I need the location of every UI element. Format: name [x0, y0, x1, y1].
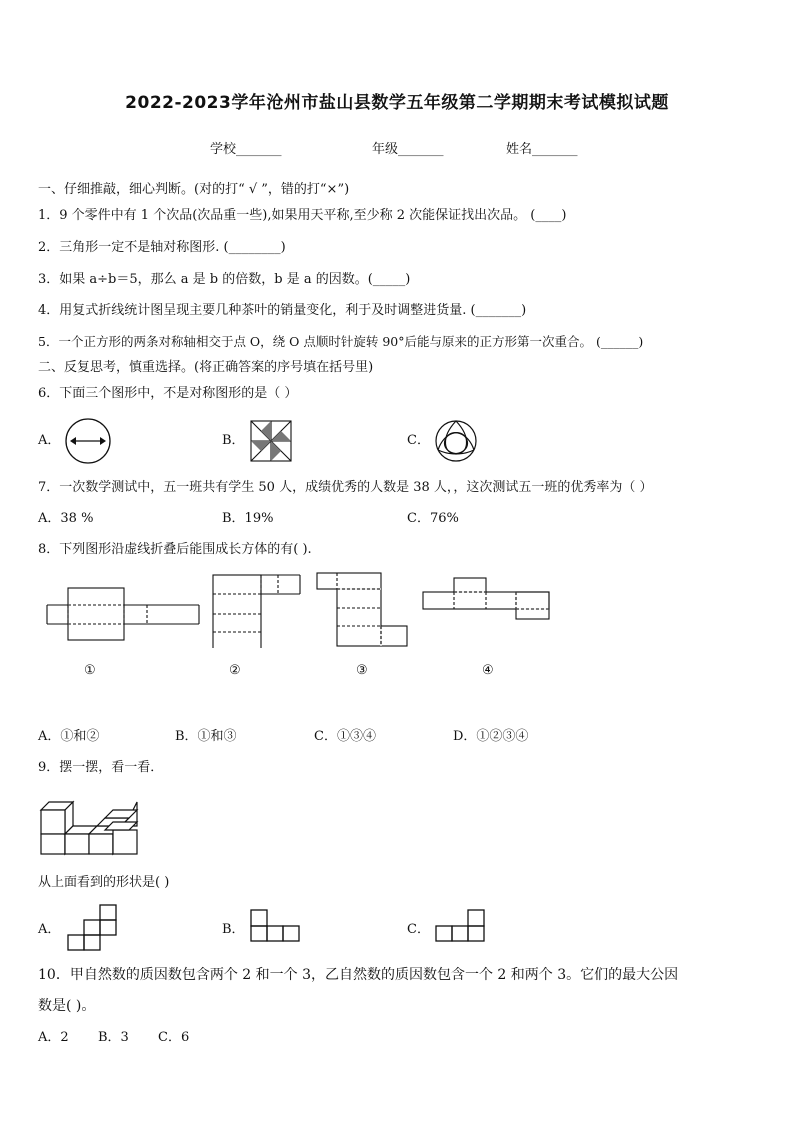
question-10-line-2: 数是( )。: [38, 998, 96, 1014]
q9-subquestion: 从上面看到的形状是( ): [38, 875, 170, 890]
q8-option-a: A．①和②: [38, 729, 100, 744]
q8-option-b: B．①和③: [175, 729, 237, 744]
q6-option-b: B．: [222, 433, 245, 448]
question-9: 9．摆一摆，看一看．: [38, 760, 164, 775]
q10-option-c: C．6: [158, 1030, 190, 1045]
top-view-b-figure: [249, 908, 303, 944]
q10-option-b: B．3: [98, 1030, 129, 1045]
q6-option-c: C．: [407, 433, 430, 448]
q9-option-a: A．: [38, 922, 61, 937]
question-1: 1．9 个零件中有 1 个次品(次品重一些),如果用天平称,至少称 2 次能保证找出次品。 (____): [38, 208, 567, 223]
net-label-2: ②: [229, 663, 241, 678]
grade-field: 年级_______: [372, 142, 444, 157]
question-5: 5．一个正方形的两条对称轴相交于点 O，绕 O 点顺时针旋转 90°后能与原来的正方形第一次重合。 (______): [38, 334, 644, 349]
q7-option-b: B．19%: [222, 511, 274, 526]
question-2: 2．三角形一定不是轴对称图形. (________): [38, 240, 286, 255]
school-field: 学校_______: [210, 142, 282, 157]
cuboid-nets-figure: [40, 568, 560, 648]
net-label-4: ④: [482, 663, 494, 678]
question-4: 4．用复式折线统计图呈现主要几种茶叶的销量变化，利于及时调整进货量. (_______): [38, 303, 527, 318]
q8-option-c: C．①③④: [314, 729, 376, 744]
q8-option-d: D．①②③④: [453, 729, 529, 744]
q7-option-a: A．38 %: [38, 511, 94, 526]
trefoil-knot-figure: [430, 416, 482, 466]
question-10-line-1: 10．甲自然数的质因数包含两个 2 和一个 3，乙自然数的质因数包含一个 2 和两个 3。它们的最大公因: [38, 967, 679, 983]
cube-stack-figure: [38, 796, 142, 858]
question-3: 3．如果 a÷b＝5，那么 a 是 b 的倍数，b 是 a 的因数。(_____): [38, 272, 411, 287]
net-label-1: ①: [84, 663, 96, 678]
circle-arrow-figure: [62, 416, 114, 466]
name-field: 姓名_______: [506, 142, 578, 157]
q10-option-a: A．2: [38, 1030, 69, 1045]
question-7: 7．一次数学测试中，五一班共有学生 50 人，成绩优秀的人数是 38 人，，这次测试五一班的优秀率为（ ）: [38, 480, 653, 495]
top-view-c-figure: [434, 908, 488, 944]
page-title: 2022-2023学年沧州市盐山县数学五年级第二学期期末考试模拟试题: [125, 93, 669, 113]
question-6: 6．下面三个图形中，不是对称图形的是（ ）: [38, 386, 298, 401]
section-2-heading: 二、反复思考，慎重选择。(将正确答案的序号填在括号里): [38, 360, 374, 375]
top-view-a-figure: [66, 903, 120, 953]
pinwheel-figure: [247, 418, 295, 464]
q9-option-c: C．: [407, 922, 430, 937]
q6-option-a: A．: [38, 433, 61, 448]
q7-option-c: C．76%: [407, 511, 459, 526]
section-1-heading: 一、仔细推敲，细心判断。(对的打“ √ ”，错的打“×”): [38, 182, 350, 197]
net-label-3: ③: [356, 663, 368, 678]
question-8: 8．下列图形沿虚线折叠后能围成长方体的有( ).: [38, 542, 312, 557]
q9-option-b: B．: [222, 922, 245, 937]
